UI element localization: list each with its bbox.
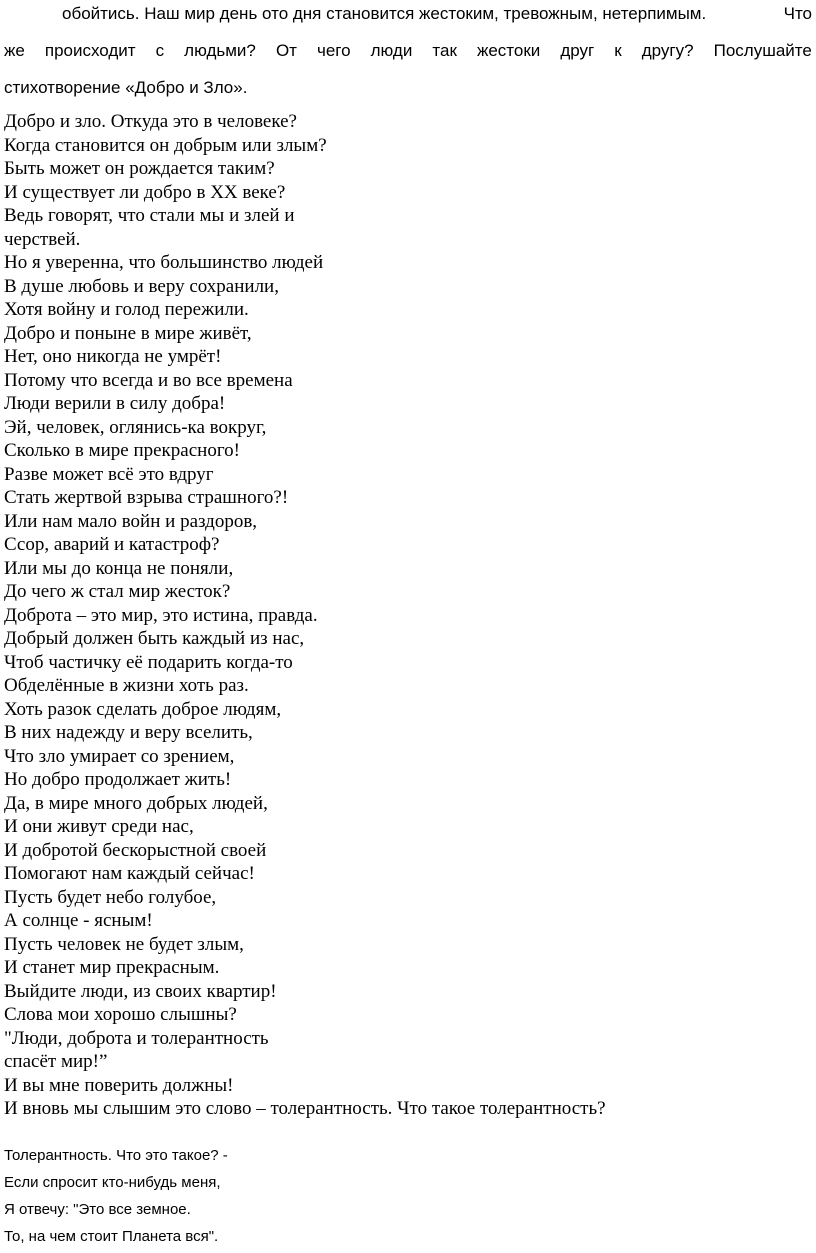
poem-line: Но я уверенна, что большинство людей xyxy=(4,252,324,273)
poem-line: Хотя войну и голод пережили. xyxy=(4,299,249,320)
poem-line: Чтоб частичку её подарить когда-то xyxy=(4,651,293,673)
poem-line: Нет, оно никогда не умрёт! xyxy=(4,346,222,367)
poem-line: Сколько в мире прекрасного! xyxy=(4,440,240,461)
poem-line: Пусть человек не будет злым, xyxy=(4,933,244,955)
poem-line: И вы мне поверить должны! xyxy=(4,1074,234,1096)
tolerance-verse-line: Толерантность. Что это такое? - xyxy=(4,1147,228,1164)
intro-word: так xyxy=(432,41,457,60)
poem-line: Но добро продолжает жить! xyxy=(4,769,232,790)
poem-line: Потому что всегда и во все времена xyxy=(4,369,293,391)
poem-line: Хоть разок сделать доброе людям, xyxy=(4,698,282,720)
poem xyxy=(4,110,812,1121)
intro-paragraph xyxy=(4,2,812,113)
poem-line: Ведь говорят, что стали мы и злей и xyxy=(4,205,295,226)
intro-line-3: стихотворение «Добро и Зло». xyxy=(4,78,248,97)
poem-line: И существует ли добро в XX веке? xyxy=(4,181,286,203)
poem-line: До чего ж стал мир жесток? xyxy=(4,581,231,602)
intro-line-1-right: Что xyxy=(783,4,812,23)
intro-word: людьми? xyxy=(184,41,256,60)
poem-line: Добрый должен быть каждый из нас, xyxy=(4,628,305,649)
poem-line: Добро и зло. Откуда это в человеке? xyxy=(4,111,297,132)
intro-word: происходит xyxy=(44,41,136,60)
poem-line: спасёт мир!” xyxy=(4,1051,108,1072)
poem-line: В душе любовь и веру сохранили, xyxy=(4,275,279,297)
poem-line: И добротой бескорыстной своей xyxy=(4,839,267,861)
intro-word: с xyxy=(155,41,165,60)
poem-line: Добро и поныне в мире живёт, xyxy=(4,322,252,344)
tolerance-verse-line: Если спросит кто-нибудь меня, xyxy=(4,1174,221,1191)
poem-line: Слова мои хорошо слышны? xyxy=(4,1004,237,1025)
tolerance-verse-line: Я отвечу: "Это все земное. xyxy=(4,1201,191,1218)
poem-line: Или нам мало войн и раздоров, xyxy=(4,510,258,532)
poem-line: Быть может он рождается таким? xyxy=(4,158,275,179)
intro-word: же xyxy=(4,41,25,60)
poem-line: Да, в мире много добрых людей, xyxy=(4,792,268,814)
intro-word: чего xyxy=(317,41,351,60)
poem-line: Ссор, аварий и катастроф? xyxy=(4,534,220,555)
intro-word: люди xyxy=(370,41,413,60)
intro-word: друг xyxy=(560,41,595,60)
poem-line: И они живут среди нас, xyxy=(4,816,194,837)
poem-line: Помогают нам каждый сейчас! xyxy=(4,863,255,884)
intro-word: От xyxy=(275,41,297,60)
intro-line-1-left: обойтись. Наш мир день ото дня становится жестоким, тревожным, нетерпимым. xyxy=(62,4,707,23)
poem-line: Что зло умирает со зрением, xyxy=(4,745,235,767)
poem-line: Доброта – это мир, это истина, правда. xyxy=(4,604,318,626)
intro-word: к xyxy=(614,41,622,60)
poem-line: В них надежду и веру вселить, xyxy=(4,722,253,743)
poem-line: "Люди, доброта и толерантность xyxy=(4,1027,269,1049)
poem-line: Или мы до конца не поняли, xyxy=(4,557,234,579)
poem-line: черствей. xyxy=(4,228,81,250)
tolerance-verse xyxy=(4,1145,812,1253)
intro-line-1 xyxy=(4,2,812,39)
poem-line: А солнце - ясным! xyxy=(4,910,153,931)
intro-word: Послушайте xyxy=(713,41,812,60)
poem-line: Пусть будет небо голубое, xyxy=(4,886,217,908)
poem-line: Стать жертвой взрыва страшного?! xyxy=(4,487,289,508)
poem-line: Эй, человек, оглянись-ка вокруг, xyxy=(4,416,267,438)
poem-line: Обделённые в жизни хоть раз. xyxy=(4,675,249,696)
poem-line: И вновь мы слышим это слово – толерантность. Что такое толерантность? xyxy=(4,1098,606,1119)
poem-line: Люди верили в силу добра! xyxy=(4,393,226,414)
poem-line: И станет мир прекрасным. xyxy=(4,957,220,978)
intro-word: жестоки xyxy=(476,41,541,60)
intro-line-2 xyxy=(4,39,812,76)
poem-line: Выйдите люди, из своих квартир! xyxy=(4,980,277,1002)
tolerance-verse-line: То, на чем стоит Планета вся". xyxy=(4,1228,219,1245)
poem-line: Разве может всё это вдруг xyxy=(4,463,214,485)
poem-line: Когда становится он добрым или злым? xyxy=(4,134,327,156)
intro-word: другу? xyxy=(641,41,694,60)
